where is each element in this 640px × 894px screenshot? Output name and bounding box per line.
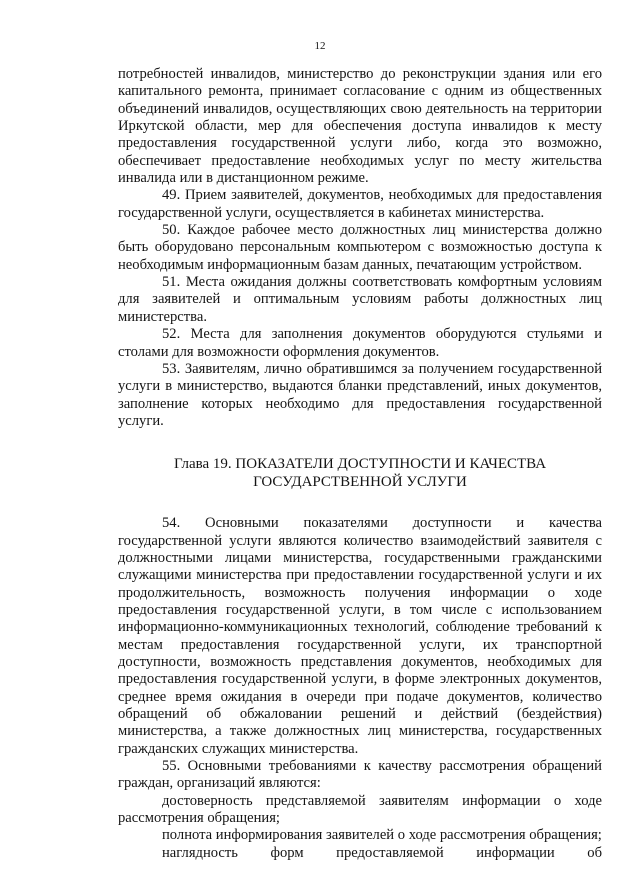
paragraph-54: 54. Основными показателями доступности и качества государственной услуги являются количество взаимодействий заявителя с должностными лицами министерства, государственными гражданскими служащими министерства при предоставлении государственной услуги и их продолжительность, возможность получения информации о ходе предоставления государственной услуги, в том числе с использованием информационно-коммуникационных технологий, соблюдение требований к местам предоставления государственной услуги, их транспортной доступности, возможность представления документов, необходимых для предоставления государственной услуги, в форме электронных документов, среднее время ожидания в очереди при подаче документов, количество обращений об обжаловании решений и действий (бездействия) министерства, а также должностных лиц министерства, государственных гражданских служащих министерства. bbox=[118, 515, 602, 757]
requirement-completeness: полнота информирования заявителей о ходе рассмотрения обращения; bbox=[162, 827, 602, 844]
document-body bbox=[118, 66, 602, 862]
paragraph-53: 53. Заявителям, лично обратившимся за получением государственной услуги в министерство, выдаются бланки представлений, иных документов, заполнение которых необходимо для предоставления государственной услуги. bbox=[118, 360, 602, 429]
paragraph-51: 51. Места ожидания должны соответствовать комфортным условиям для заявителей и оптимальным условиям работы должностных лиц министерства. bbox=[118, 274, 602, 325]
requirement-clarity: наглядность форм предоставляемой информации об bbox=[162, 844, 602, 861]
paragraph-50: 50. Каждое рабочее место должностных лиц министерства должно быть оборудовано персональным компьютером с возможностью доступа к необходимым информационным базам данных, печатающим устройством. bbox=[118, 222, 602, 273]
chapter-heading-line-1: Глава 19. ПОКАЗАТЕЛИ ДОСТУПНОСТИ И КАЧЕСТВА bbox=[173, 456, 547, 473]
page-number: 12 bbox=[314, 40, 326, 52]
paragraph-55: 55. Основными требованиями к качеству рассмотрения обращений граждан, организаций являются: bbox=[118, 758, 602, 792]
paragraph-49: 49. Прием заявителей, документов, необходимых для предоставления государственной услуги, осуществляется в кабинетах министерства. bbox=[118, 187, 602, 221]
chapter-heading-line-2: ГОСУДАРСТВЕННОЙ УСЛУГИ bbox=[253, 474, 467, 491]
chapter-heading bbox=[118, 455, 602, 491]
requirement-reliability: достоверность представляемой заявителям информации о ходе рассмотрения обращения; bbox=[118, 792, 602, 827]
paragraph-continuation: потребностей инвалидов, министерство до реконструкции здания или его капитального ремонта, принимает согласование с одним из общественных объединений инвалидов, осуществляющих свою деятельность на территории Иркутской области, мер для обеспечения доступа инвалидов к месту предоставления государственной услуги либо, когда это возможно, обеспечивает предоставление необходимых услуг по месту жительства инвалида или в дистанционном режиме. bbox=[118, 66, 602, 187]
paragraph-52: 52. Места для заполнения документов оборудуются стульями и столами для возможности оформления документов. bbox=[118, 326, 602, 360]
